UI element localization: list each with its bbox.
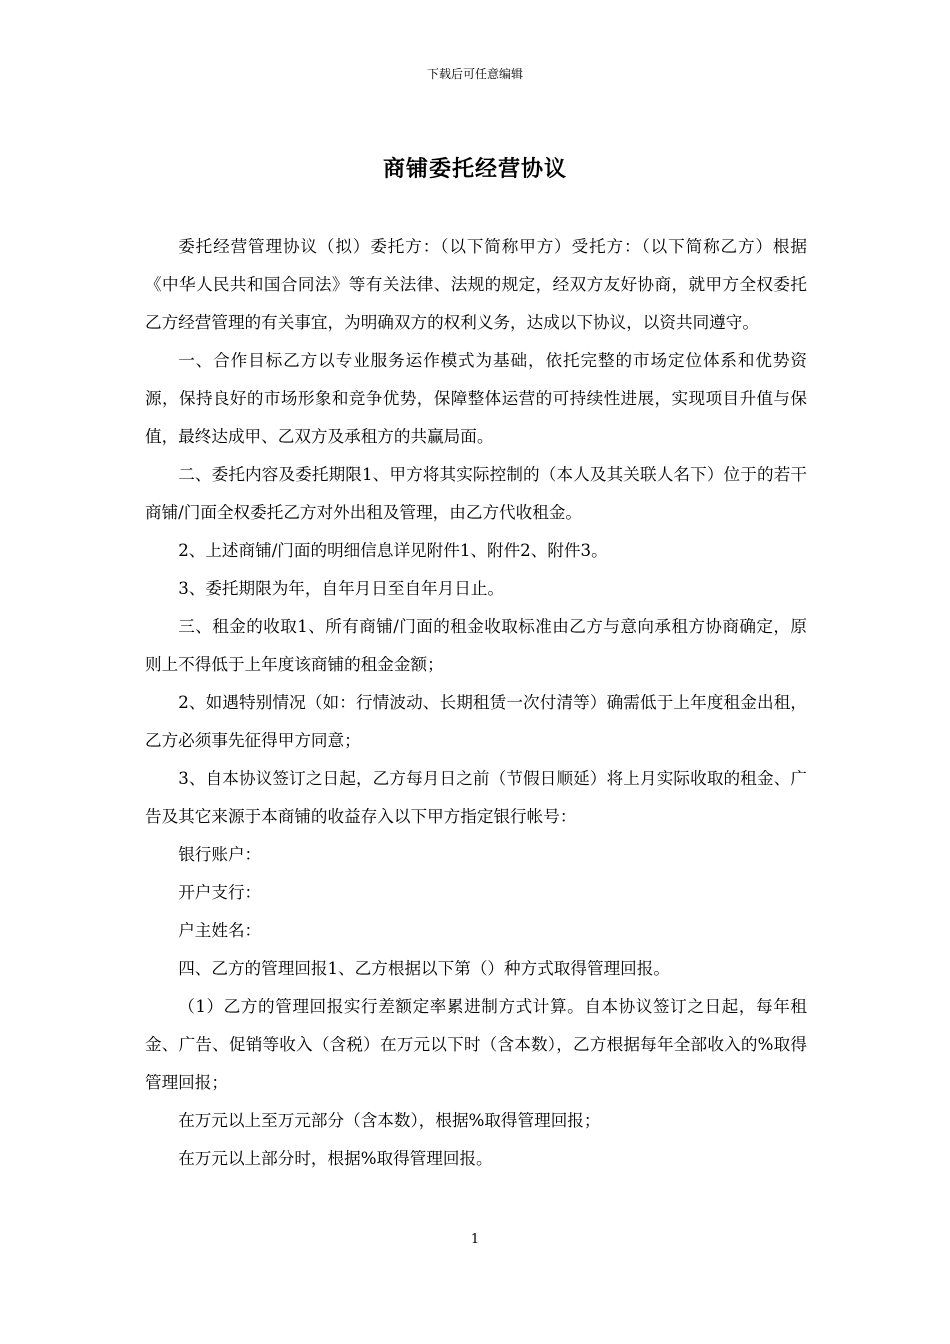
paragraph-section-4: 四、乙方的管理回报1、乙方根据以下第（）种方式取得管理回报。 (178, 959, 670, 978)
document-body (145, 228, 807, 1178)
bank-branch-line: 开户支行： (178, 883, 262, 902)
page-number: 1 (470, 1232, 480, 1247)
paragraph-section-2-item-3: 3、委托期限为年，自年月日至自年月日止。 (178, 579, 505, 598)
bank-account-line: 银行账户： (178, 845, 262, 864)
document-title: 商铺委托经营协议 (382, 156, 567, 182)
paragraph-section-3-item-2: 2、如遇特别情况（如：行情波动、长期租赁一次付清等）确需低于上年度租金出租，乙方必须事先征得甲方同意； (145, 693, 807, 750)
paragraph-section-1: 一、合作目标乙方以专业服务运作模式为基础，依托完整的市场定位体系和优势资源，保持良好的市场形象和竞争优势，保障整体运营的可持续性进展，实现项目升值与保值，最终达成甲、乙双方及承租方的共赢局面。 (145, 351, 807, 446)
paragraph-section-2-item-2: 2、上述商铺/门面的明细信息详见附件1、附件2、附件3。 (178, 541, 608, 560)
paragraph-section-4-tier-2: 在万元以上至万元部分（含本数），根据%取得管理回报； (178, 1111, 601, 1130)
paragraph-section-2: 二、委托内容及委托期限1、甲方将其实际控制的（本人及其关联人名下）位于的若干商铺/门面全权委托乙方对外出租及管理，由乙方代收租金。 (145, 465, 807, 522)
paragraph-section-3-item-3: 3、自本协议签订之日起，乙方每月日之前（节假日顺延）将上月实际收取的租金、广告及其它来源于本商铺的收益存入以下甲方指定银行帐号： (145, 769, 807, 826)
paragraph-section-3: 三、租金的收取1、所有商铺/门面的租金收取标准由乙方与意向承租方协商确定，原则上不得低于上年度该商铺的租金金额； (145, 617, 807, 674)
account-holder-line: 户主姓名： (178, 921, 262, 940)
paragraph-preamble: 委托经营管理协议（拟）委托方：（以下简称甲方）受托方：（以下简称乙方）根据《中华人民共和国合同法》等有关法律、法规的规定，经双方友好协商，就甲方全权委托乙方经营管理的有关事宜，为明确双方的权利义务，达成以下协议，以资共同遵守。 (145, 237, 807, 332)
paragraph-section-4-tier-3: 在万元以上部分时，根据%取得管理回报。 (178, 1149, 493, 1168)
paragraph-section-4-option-1: （1）乙方的管理回报实行差额定率累进制方式计算。自本协议签订之日起，每年租金、广告、促销等收入（含税）在万元以下时（含本数），乙方根据每年全部收入的%取得管理回报； (145, 997, 807, 1092)
page-header-note: 下载后可任意编辑 (426, 67, 523, 81)
